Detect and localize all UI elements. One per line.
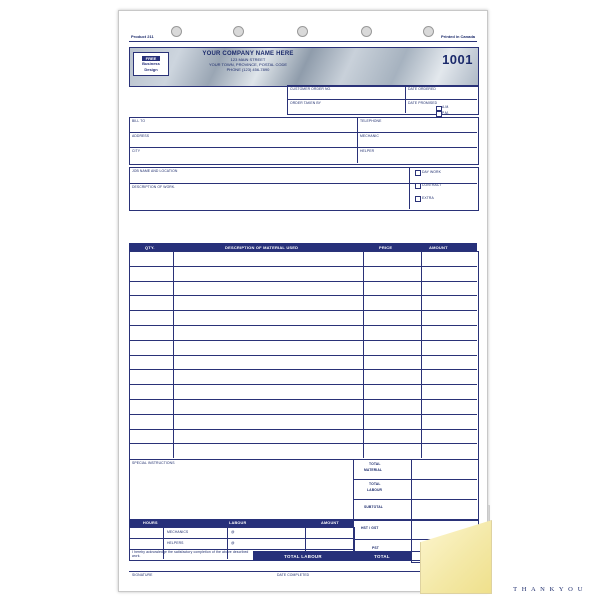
rate-symbol-2: @ xyxy=(231,541,235,545)
customer-block xyxy=(129,117,479,165)
customer-vline xyxy=(357,117,358,163)
invoice-number: 1001 xyxy=(442,52,473,67)
label-total-labour-1: TOTAL xyxy=(369,482,381,486)
punch-hole xyxy=(171,26,182,37)
label-mechanics: MECHANICS xyxy=(167,530,189,534)
punch-hole xyxy=(233,26,244,37)
label-pm: P.M. xyxy=(442,110,449,115)
job-vline xyxy=(409,167,410,209)
col-labour: LABOUR xyxy=(229,521,247,525)
label-am: A.M. xyxy=(442,105,450,109)
label-bill-to: BILL TO xyxy=(132,119,146,123)
checkbox-day-work[interactable] xyxy=(415,170,421,176)
label-special-instructions: SPECIAL INSTRUCTIONS xyxy=(132,461,175,465)
punch-hole xyxy=(297,26,308,37)
table-row[interactable] xyxy=(129,281,477,282)
job-block xyxy=(129,167,479,211)
label-total-material-1: TOTAL xyxy=(369,462,381,466)
logo-line2: Design xyxy=(144,66,158,72)
col-description: DESCRIPTION OF MATERIAL USED xyxy=(225,245,299,250)
label-date-completed: DATE COMPLETED xyxy=(277,573,310,577)
checkbox-pm[interactable] xyxy=(436,111,442,117)
col-amount: AMOUNT xyxy=(429,245,448,250)
label-total-material-2: MATERIAL xyxy=(364,468,383,472)
label-helpers: HELPERS xyxy=(167,541,184,545)
table-row[interactable] xyxy=(129,325,477,326)
company-name: YOUR COMPANY NAME HERE xyxy=(202,51,294,57)
punch-hole xyxy=(423,26,434,37)
company-block xyxy=(173,51,323,72)
checkbox-extra[interactable] xyxy=(415,196,421,202)
label-customer-order-no: CUSTOMER ORDER NO. xyxy=(290,87,332,91)
company-address1: 123 MAIN STREET xyxy=(230,57,266,62)
table-row[interactable] xyxy=(129,429,477,430)
table-row[interactable] xyxy=(129,266,477,267)
rate-symbol-1: @ xyxy=(231,530,235,534)
items-table-header xyxy=(129,243,477,251)
order-info-hline xyxy=(287,99,477,100)
table-row[interactable] xyxy=(129,295,477,296)
label-extra: EXTRA xyxy=(422,195,434,200)
label-hst-gst: HST / GST xyxy=(361,526,379,530)
customer-hline-1 xyxy=(129,132,477,133)
label-order-taken-by: ORDER TAKEN BY xyxy=(290,101,322,105)
total-bar xyxy=(353,551,411,561)
printed-in: Printed in Canada xyxy=(440,34,475,39)
table-row[interactable] xyxy=(129,340,477,341)
label-mechanic: MECHANIC xyxy=(360,134,379,138)
col-hours: HOURS xyxy=(143,521,158,525)
special-instructions-block xyxy=(129,459,479,521)
customer-hline-2 xyxy=(129,147,477,148)
table-row[interactable] xyxy=(129,414,477,415)
label-helper: HELPER xyxy=(360,149,375,153)
top-divider xyxy=(129,41,477,42)
totals-hline-1 xyxy=(353,479,477,480)
label-total-labour-2: LABOUR xyxy=(367,488,383,492)
table-row[interactable] xyxy=(129,384,477,385)
labour-hline-1 xyxy=(129,538,353,539)
punch-hole xyxy=(361,26,372,37)
label-day-work: DAY WORK xyxy=(422,169,441,174)
thank-you-text: T H A N K Y O U xyxy=(513,586,584,593)
table-row[interactable] xyxy=(129,443,477,444)
col-qty: QTY. xyxy=(145,245,155,250)
logo-free-label: FREE xyxy=(142,56,161,61)
table-row[interactable] xyxy=(129,399,477,400)
checkbox-contract[interactable] xyxy=(415,183,421,189)
col-price: PRICE xyxy=(379,245,393,250)
table-row[interactable] xyxy=(129,310,477,311)
table-row[interactable] xyxy=(129,355,477,356)
totals-vline-left xyxy=(353,459,354,519)
label-date-ordered: DATE ORDERED xyxy=(408,87,436,91)
col-labour-amount: AMOUNT xyxy=(321,521,339,525)
label-total-labour: TOTAL LABOUR xyxy=(284,553,322,559)
labour-table-header xyxy=(129,519,353,527)
label-city: CITY xyxy=(132,149,141,153)
label-date-promised: DATE PROMISED xyxy=(408,101,438,105)
business-design-logo xyxy=(133,52,169,76)
label-contract: CONTRACT xyxy=(422,182,442,187)
totals-vline-right xyxy=(411,459,412,519)
label-job-name: JOB NAME AND LOCATION xyxy=(132,169,178,173)
total-labour-bar xyxy=(253,551,353,561)
label-pst: PST xyxy=(372,546,379,550)
table-row[interactable] xyxy=(129,369,477,370)
company-phone: PHONE (123) 456-7890 xyxy=(226,67,270,72)
label-address: ADDRESS xyxy=(132,134,150,138)
label-description-of-work: DESCRIPTION OF WORK. xyxy=(132,185,176,189)
label-subtotal: SUBTOTAL xyxy=(364,505,383,509)
logo-line1: Business xyxy=(142,60,160,66)
label-signature: SIGNATURE xyxy=(132,573,153,577)
certify-text: I hereby acknowledge the satisfactory completion of the above described work. xyxy=(132,550,249,559)
label-total: TOTAL xyxy=(374,553,390,559)
product-number: Product 211 xyxy=(131,34,154,39)
company-address2: YOUR TOWN, PROVINCE, POSTAL CODE xyxy=(208,62,288,67)
invoice-form xyxy=(118,10,488,592)
label-telephone: TELEPHONE xyxy=(360,119,382,123)
totals-hline-2 xyxy=(353,499,477,500)
